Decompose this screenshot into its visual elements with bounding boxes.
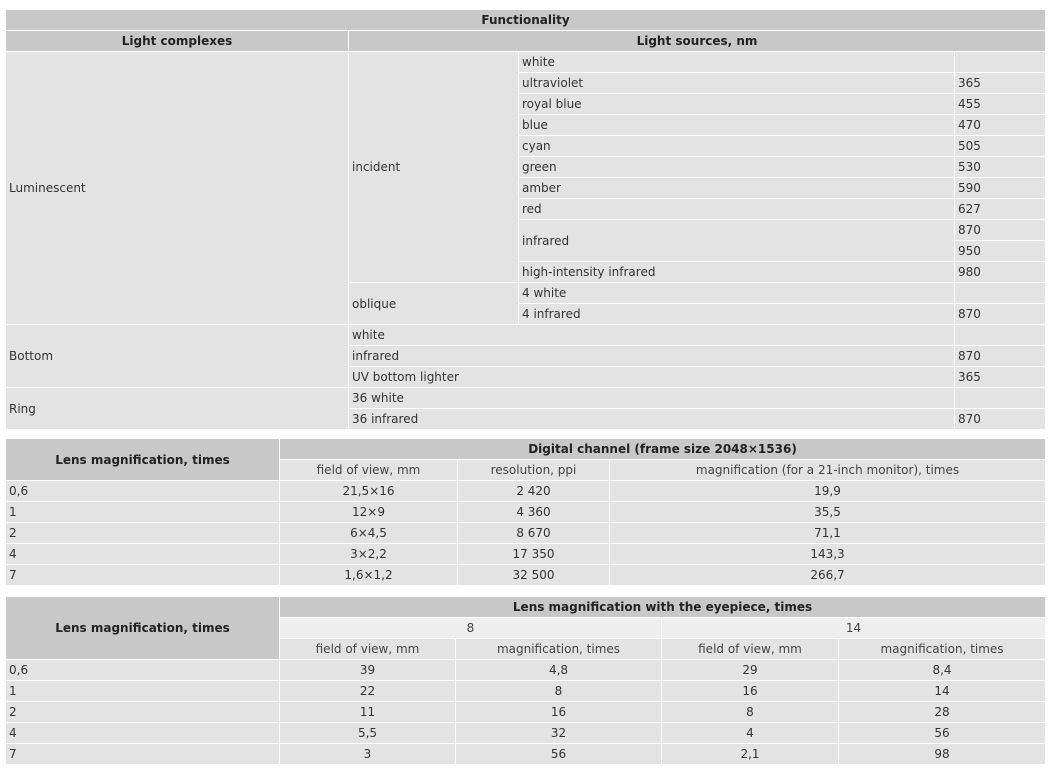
table-row — [6, 388, 1046, 409]
complex-name: Ring — [6, 388, 349, 430]
lens-value: 2 — [6, 523, 280, 544]
light-sources-table — [5, 9, 1046, 430]
mag8-value: 32 — [456, 723, 662, 744]
source-name: ultraviolet — [519, 73, 955, 94]
column-header: field of view, mm — [280, 460, 458, 481]
lens-value: 7 — [6, 744, 280, 765]
eyepiece-14-header: 14 — [662, 618, 1046, 639]
fov-value: 1,6×1,2 — [280, 565, 458, 586]
source-nm — [955, 388, 1046, 409]
source-nm: 627 — [955, 199, 1046, 220]
mag14-value: 98 — [839, 744, 1046, 765]
fov8-value: 22 — [280, 681, 456, 702]
source-name: red — [519, 199, 955, 220]
table-row — [6, 544, 1046, 565]
eyepiece-table — [5, 596, 1046, 765]
fov-value: 3×2,2 — [280, 544, 458, 565]
source-name: blue — [519, 115, 955, 136]
column-header: field of view, mm — [280, 639, 456, 660]
mag8-value: 4,8 — [456, 660, 662, 681]
group-header: Lens magnification with the eyepiece, times — [280, 597, 1046, 618]
mag14-value: 28 — [839, 702, 1046, 723]
fov14-value: 29 — [662, 660, 839, 681]
source-name: 4 white — [519, 283, 955, 304]
source-nm — [955, 283, 1046, 304]
mag8-value: 8 — [456, 681, 662, 702]
lens-value: 0,6 — [6, 481, 280, 502]
source-name: amber — [519, 178, 955, 199]
table-title: Functionality — [6, 10, 1046, 31]
mag14-value: 56 — [839, 723, 1046, 744]
complex-name: Luminescent — [6, 52, 349, 325]
source-nm: 365 — [955, 367, 1046, 388]
column-header: field of view, mm — [662, 639, 839, 660]
source-name: green — [519, 157, 955, 178]
magnification-value: 71,1 — [610, 523, 1046, 544]
table-row — [6, 702, 1046, 723]
digital-channel-table — [5, 438, 1046, 586]
column-header: Light complexes — [6, 31, 349, 52]
mag14-value: 8,4 — [839, 660, 1046, 681]
fov8-value: 39 — [280, 660, 456, 681]
lens-value: 0,6 — [6, 660, 280, 681]
fov14-value: 16 — [662, 681, 839, 702]
source-name: royal blue — [519, 94, 955, 115]
source-name: white — [519, 52, 955, 73]
fov14-value: 4 — [662, 723, 839, 744]
column-header: Lens magnification, times — [6, 439, 280, 481]
magnification-value: 143,3 — [610, 544, 1046, 565]
source-name: 4 infrared — [519, 304, 955, 325]
lens-value: 4 — [6, 544, 280, 565]
source-nm: 455 — [955, 94, 1046, 115]
lens-value: 1 — [6, 502, 280, 523]
table-row — [6, 52, 1046, 73]
lens-value: 2 — [6, 702, 280, 723]
source-name: infrared — [519, 220, 955, 262]
fov8-value: 5,5 — [280, 723, 456, 744]
source-nm: 870 — [955, 304, 1046, 325]
table-row — [6, 565, 1046, 586]
column-header: resolution, ppi — [458, 460, 610, 481]
source-nm: 870 — [955, 409, 1046, 430]
fov-value: 21,5×16 — [280, 481, 458, 502]
fov8-value: 3 — [280, 744, 456, 765]
table-row — [6, 597, 1046, 618]
column-header: magnification (for a 21-inch monitor), times — [610, 460, 1046, 481]
magnification-value: 19,9 — [610, 481, 1046, 502]
resolution-value: 8 670 — [458, 523, 610, 544]
table-row — [6, 502, 1046, 523]
subgroup-name: incident — [349, 52, 519, 283]
mag8-value: 56 — [456, 744, 662, 765]
fov-value: 6×4,5 — [280, 523, 458, 544]
source-nm: 950 — [955, 241, 1046, 262]
source-nm — [955, 52, 1046, 73]
lens-value: 7 — [6, 565, 280, 586]
source-name: UV bottom lighter — [349, 367, 955, 388]
source-nm: 590 — [955, 178, 1046, 199]
table-row — [6, 10, 1046, 31]
table-row — [6, 325, 1046, 346]
complex-name: Bottom — [6, 325, 349, 388]
subgroup-name: oblique — [349, 283, 519, 325]
column-header: magnification, times — [456, 639, 662, 660]
table-row — [6, 31, 1046, 52]
resolution-value: 2 420 — [458, 481, 610, 502]
source-nm — [955, 325, 1046, 346]
source-name: 36 white — [349, 388, 955, 409]
mag14-value: 14 — [839, 681, 1046, 702]
source-nm: 870 — [955, 220, 1046, 241]
mag8-value: 16 — [456, 702, 662, 723]
table-row — [6, 439, 1046, 460]
resolution-value: 32 500 — [458, 565, 610, 586]
fov14-value: 2,1 — [662, 744, 839, 765]
source-nm: 870 — [955, 346, 1046, 367]
table-row — [6, 744, 1046, 765]
resolution-value: 4 360 — [458, 502, 610, 523]
table-row — [6, 523, 1046, 544]
fov-value: 12×9 — [280, 502, 458, 523]
table-row — [6, 660, 1046, 681]
source-nm: 980 — [955, 262, 1046, 283]
lens-value: 1 — [6, 681, 280, 702]
column-header: Light sources, nm — [349, 31, 1046, 52]
group-header: Digital channel (frame size 2048×1536) — [280, 439, 1046, 460]
lens-value: 4 — [6, 723, 280, 744]
source-nm: 505 — [955, 136, 1046, 157]
magnification-value: 266,7 — [610, 565, 1046, 586]
source-nm: 530 — [955, 157, 1046, 178]
magnification-value: 35,5 — [610, 502, 1046, 523]
table-row — [6, 723, 1046, 744]
resolution-value: 17 350 — [458, 544, 610, 565]
table-row — [6, 481, 1046, 502]
eyepiece-8-header: 8 — [280, 618, 662, 639]
column-header: Lens magnification, times — [6, 597, 280, 660]
fov8-value: 11 — [280, 702, 456, 723]
fov14-value: 8 — [662, 702, 839, 723]
source-name: 36 infrared — [349, 409, 955, 430]
source-name: infrared — [349, 346, 955, 367]
table-row — [6, 681, 1046, 702]
source-name: high-intensity infrared — [519, 262, 955, 283]
source-nm: 365 — [955, 73, 1046, 94]
column-header: magnification, times — [839, 639, 1046, 660]
source-name: white — [349, 325, 955, 346]
source-nm: 470 — [955, 115, 1046, 136]
source-name: cyan — [519, 136, 955, 157]
